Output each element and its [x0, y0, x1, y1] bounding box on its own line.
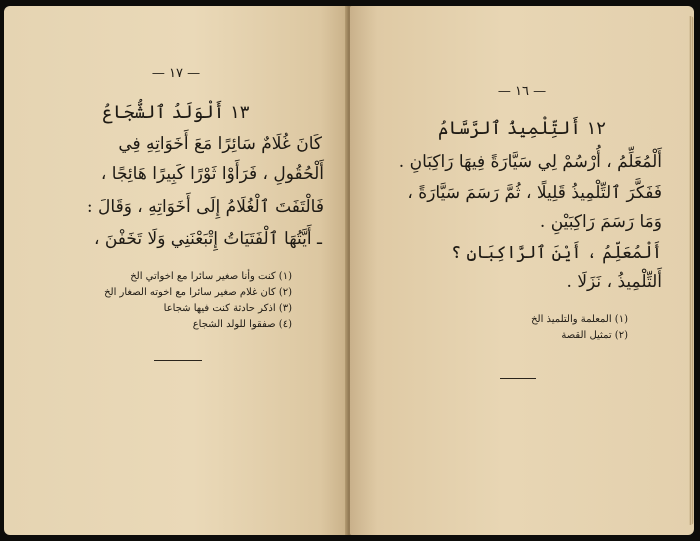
text-line: كَانَ غُلَامٌ سَائِرًا مَعَ أَخَوَاتِهِ فِي	[118, 134, 322, 154]
text-line: أَلْحُقُولِ ، فَرَأَوْا ثَوْرًا كَبِيرًا هَائِجًا ،	[100, 164, 324, 184]
footnote: (١) كنت وأنا صغير سائرا مع اخواتي الخ	[130, 271, 292, 282]
separator-rule	[154, 360, 202, 361]
footnote: (٤) صفقوا للولد الشجاع	[192, 319, 292, 330]
open-book	[4, 6, 694, 535]
footnote: (٢) كان غلام صغير سائرا مع اخوته الصغار الخ	[104, 287, 292, 298]
text-line: فَالْتَفَتَ ٱلْغُلَامُ إِلَى أَخَوَاتِهِ ، وَقَالَ :	[86, 197, 324, 217]
text-line: أَلْمُعَلِّمُ ، أُرْسُمْ لِي سَيَّارَةً فِيهَا رَاكِبَانِ .	[398, 152, 662, 172]
text-line: أَلْمُعَلِّمُ ، أَيْنَ ٱلرَّاكِبَانِ ؟	[451, 243, 662, 263]
separator-rule	[500, 378, 536, 379]
footnote: (١) المعلمة والتلميذ الخ	[531, 314, 628, 325]
left-page	[4, 6, 348, 535]
page-number: — ١٦ —	[497, 84, 547, 99]
text-line: وَمَا رَسَمَ رَاكِبَيْنِ .	[539, 212, 662, 232]
page-number: — ١٧ —	[151, 66, 201, 81]
text-line: فَفَكَّرَ ٱلتِّلْمِيذُ قَلِيلًا ، ثُمَّ رَسَمَ سَيَّارَةً ،	[407, 183, 662, 203]
footnote: (٢) تمثيل القصة	[561, 330, 628, 341]
page-edge	[689, 16, 694, 525]
right-page	[350, 6, 694, 535]
footnote: (٣) اذكر حادثة كنت فيها شجاعا	[163, 303, 292, 314]
text-line: أَلتِّلْمِيذُ ، نَزَلَا .	[566, 272, 662, 292]
lesson-heading: ١٣ أَلْوَلَدُ ٱلشُّجَاعُ	[102, 102, 250, 123]
text-line: ـ أَيَّتُهَا ٱلْفَتَيَاتُ إِتْبَعْنَنِي وَلَا تَخَفْنَ ،	[93, 229, 322, 249]
lesson-heading: ١٢ أَلتِّلْمِيذُ ٱلرَّسَّامُ	[438, 118, 606, 139]
